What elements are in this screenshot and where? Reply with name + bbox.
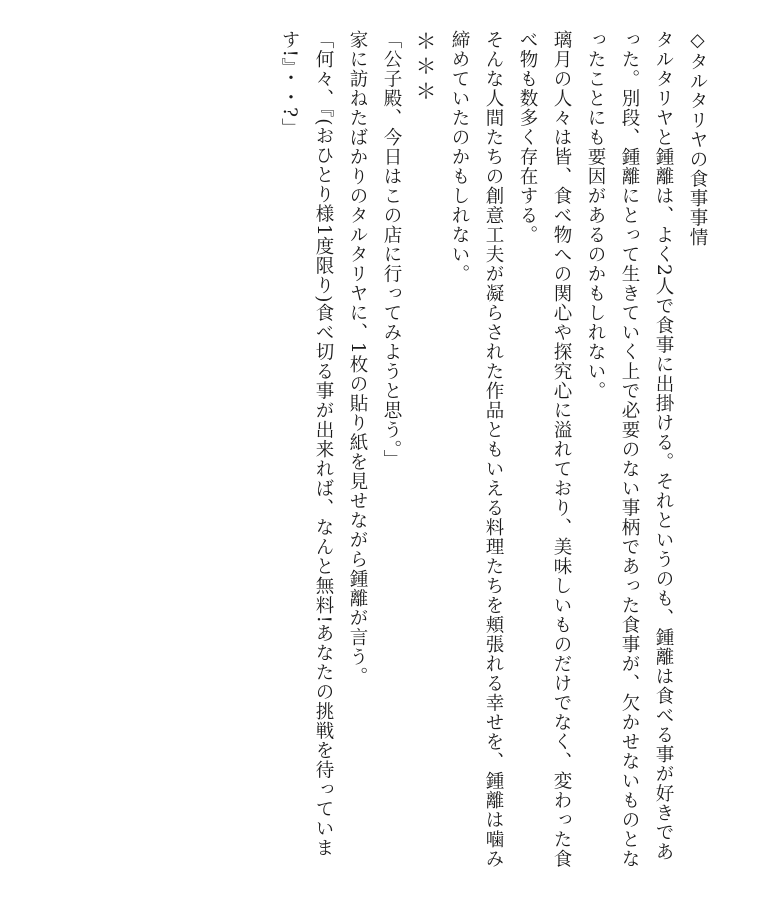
paragraph: 璃月の人々は皆、食べ物への関心や探究心に溢れており、美味しいものだけでなく、変わった食べ物も数多く存在する。 xyxy=(517,30,572,869)
vertical-text-body xyxy=(24,30,714,880)
section-break: ＊＊＊ xyxy=(413,30,437,105)
paragraph: そんな人間たちの創意工夫が凝らされた作品ともいえる料理たちを頬張れる幸せを、鍾離は噛み締めていたのかもしれない。 xyxy=(449,30,504,869)
dialogue-line: 「何々、『(おひとり様1度限り)食べ切る事が出来れば、なんと無料!あなたの挑戦を待っています!』・・?」 xyxy=(279,30,334,858)
paragraph: タルタリヤと鍾離は、よく2人で食事に出掛ける。それというのも、鍾離は食べる事が好きであった。別段、鍾離にとって生きていく上で必要のない事柄であった食事が、欠かせないものとなったことにも要因があるのかもしれない。 xyxy=(585,30,674,869)
dialogue-line: 「公子殿、今日はこの店に行ってみようと思う。」 xyxy=(381,30,402,470)
paragraph: 家に訪ねたばかりのタルタリヤに、1枚の貼り紙を見せながら鍾離が言う。 xyxy=(347,30,368,687)
section-heading: ◇タルタリヤの食事事情 xyxy=(687,30,708,247)
